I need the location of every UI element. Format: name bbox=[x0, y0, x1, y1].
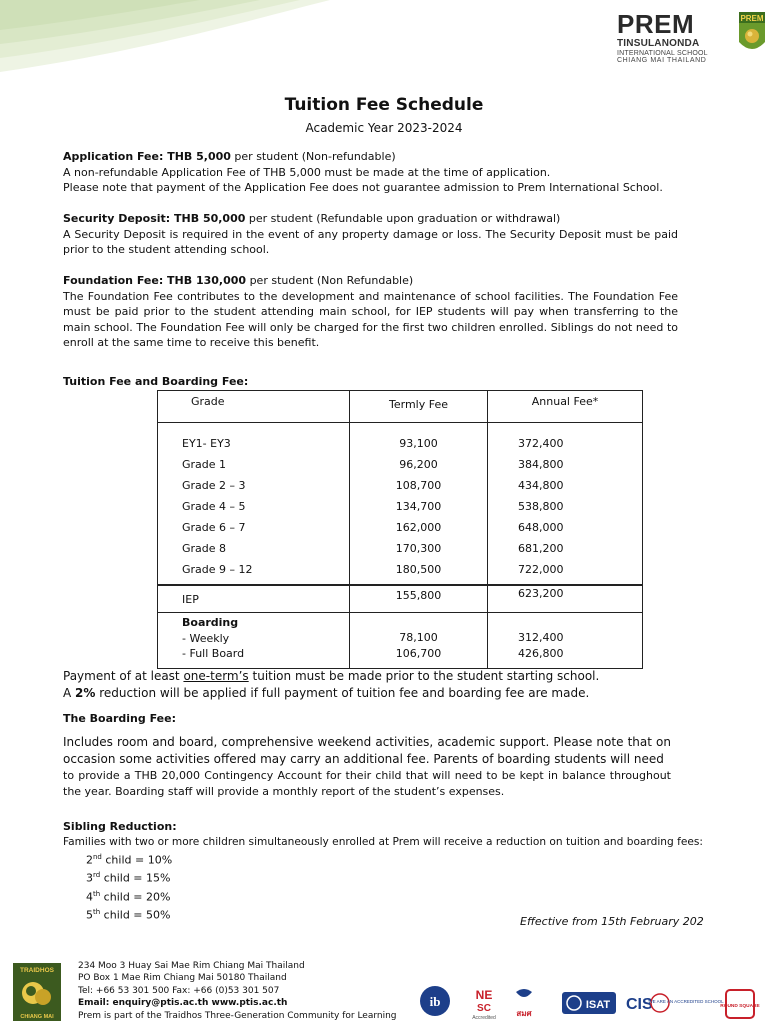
payment-line1-underlined: one-term’s bbox=[183, 669, 249, 683]
svg-text:SC: SC bbox=[477, 1003, 491, 1014]
grade-cell: EY1- EY3 bbox=[182, 437, 231, 450]
sibling-reduction-intro: Families with two or more children simultaneously enrolled at Prem will receive a reduction on tuition and boarding fees: bbox=[63, 836, 703, 848]
termly-cell: 170,300 bbox=[395, 542, 442, 555]
sibling-ordinal-suffix: th bbox=[93, 907, 101, 916]
col-header-annual: Annual Fee* bbox=[488, 391, 643, 423]
footer-address1: 234 Moo 3 Huay Sai Mae Rim Chiang Mai Thailand bbox=[78, 961, 305, 971]
foundation-fee-body: The Foundation Fee contributes to the development and maintenance of school facilities. The Foundation Fee must be paid prior to the student attending main school, for IEP students will pay when transferring to the main school. The Foundation Fee will only be charged for the first two children enrolled. Siblings do not need to enroll at the same time to receive this benefit. bbox=[63, 289, 678, 350]
table-row-iep bbox=[158, 585, 643, 613]
grade-cell: Grade 1 bbox=[182, 458, 227, 471]
sibling-child-number: 4 bbox=[86, 890, 93, 904]
footer-note: Prem is part of the Traidhos Three-Generation Community for Learning bbox=[78, 1010, 397, 1021]
footer-email[interactable]: Email: enquiry@ptis.ac.th www.ptis.ac.th bbox=[78, 998, 288, 1009]
foundation-fee-section bbox=[63, 273, 678, 351]
sibling-child-number: 2 bbox=[86, 853, 93, 867]
sibling-reduction-item bbox=[86, 905, 286, 923]
security-deposit-body: A Security Deposit is required in the event of any property damage or loss. The Security Deposit must be paid prior to the student attending school. bbox=[63, 227, 678, 257]
boarding-fee-text-small: to provide a THB 20,000 Contingency Account for their child that will need to be kept in balance throughout the year. Boarding staff will provide a monthly report of the student’s expenses. bbox=[63, 769, 671, 798]
cis-sub-caption: WE ARE AN ACCREDITED SCHOOL bbox=[648, 999, 724, 1004]
sibling-reduction-item bbox=[86, 887, 286, 905]
payment-line1-post: tuition must be made prior to the student starting school. bbox=[248, 669, 600, 683]
isat-caption: ISAT bbox=[585, 999, 611, 1011]
grade-cell: Grade 9 – 12 bbox=[182, 563, 253, 576]
annual-cell: 722,000 bbox=[518, 563, 564, 576]
sibling-reduction-text: child = 10% bbox=[101, 853, 173, 867]
iep-annual: 623,200 bbox=[488, 585, 643, 613]
boarding-fee-body bbox=[63, 734, 671, 799]
tuition-fee-table bbox=[157, 390, 643, 669]
ib-badge-icon bbox=[420, 986, 450, 1016]
sibling-reduction-heading: Sibling Reduction: bbox=[63, 820, 177, 833]
payment-line2-pre: A bbox=[63, 686, 76, 700]
grade-cell: Grade 6 – 7 bbox=[182, 521, 246, 534]
annual-column bbox=[488, 423, 643, 586]
footer-phone: Tel: +66 53 301 500 Fax: +66 (0)53 301 507 bbox=[78, 985, 280, 996]
iep-termly: 155,800 bbox=[350, 585, 488, 613]
svg-text:ib: ib bbox=[429, 994, 441, 1009]
cis-caption: CIS bbox=[626, 996, 653, 1013]
application-fee-section bbox=[63, 149, 678, 196]
sibling-reduction-text: child = 50% bbox=[100, 908, 171, 922]
grade-column bbox=[158, 423, 350, 586]
termly-cell: 162,000 bbox=[395, 521, 442, 534]
sibling-child-number: 5 bbox=[86, 908, 93, 922]
payment-line1-pre: Payment of at least bbox=[63, 669, 184, 683]
application-fee-label: Application Fee: THB 5,000 bbox=[63, 150, 231, 163]
logo-location-line: CHIANG MAI THAILAND bbox=[617, 57, 707, 64]
traidhos-place: CHIANG MAI bbox=[20, 1014, 54, 1020]
application-fee-line2: Please note that payment of the Application Fee does not guarantee admission to Prem International School. bbox=[63, 181, 663, 195]
col-header-termly: Termly Fee bbox=[350, 391, 488, 423]
page-title: Tuition Fee Schedule bbox=[284, 95, 484, 115]
annual-cell: 434,800 bbox=[518, 479, 564, 492]
grade-cell: Grade 8 bbox=[182, 542, 227, 555]
neasc-badge-icon bbox=[472, 988, 496, 1020]
table-row-grades bbox=[158, 423, 643, 586]
boarding-fee-text-large: Includes room and board, comprehensive weekend activities, academic support. Please note that on occasion some activities offered may carry an additional fee. Parents of boarding students will need bbox=[63, 735, 671, 766]
termly-cell: 108,700 bbox=[395, 479, 442, 492]
sibling-reduction-text: child = 15% bbox=[100, 871, 171, 885]
sibling-child-number: 3 bbox=[86, 871, 93, 885]
boarding-label: Boarding bbox=[182, 616, 239, 629]
logo-school-line: INTERNATIONAL SCHOOL bbox=[617, 50, 708, 57]
page-subtitle: Academic Year 2023-2024 bbox=[305, 121, 463, 135]
logo-name-line: TINSULANONDA bbox=[617, 38, 700, 49]
annual-cell: 538,800 bbox=[518, 500, 564, 513]
boarding-weekly-termly: 78,100 bbox=[399, 631, 438, 644]
boarding-full-termly: 106,700 bbox=[395, 646, 442, 660]
footer-address2: PO Box 1 Mae Rim Chiang Mai 50180 Thailand bbox=[78, 973, 287, 984]
sibling-ordinal-suffix: rd bbox=[93, 871, 101, 880]
round-square-badge-icon bbox=[720, 990, 760, 1018]
sibling-ordinal-suffix: nd bbox=[93, 853, 102, 861]
termly-cell: 180,500 bbox=[395, 563, 442, 576]
termly-cell: 93,100 bbox=[399, 437, 438, 450]
annual-cell: 372,400 bbox=[518, 437, 564, 450]
boarding-weekly-annual: 312,400 bbox=[518, 631, 564, 644]
footer-contact bbox=[78, 960, 397, 1022]
termly-column bbox=[350, 423, 488, 586]
accreditation-badges bbox=[414, 984, 764, 1020]
logo-wordmark: PREM bbox=[617, 9, 695, 39]
isat-badge-icon bbox=[562, 992, 616, 1014]
payment-line2-post: reduction will be applied if full payment of tuition fee and boarding fee are made. bbox=[95, 686, 590, 700]
application-fee-line1: A non-refundable Application Fee of THB 5,000 must be made at the time of application. bbox=[63, 165, 551, 179]
annual-cell: 648,000 bbox=[518, 521, 564, 534]
sibling-reduction-item bbox=[86, 850, 286, 868]
annual-cell: 384,800 bbox=[518, 458, 564, 471]
sibling-reduction-list bbox=[86, 850, 286, 923]
sibling-reduction-text: child = 20% bbox=[100, 890, 171, 904]
col-header-grade: Grade bbox=[158, 391, 350, 423]
boarding-weekly-label: - Weekly bbox=[182, 631, 230, 645]
round-square-caption: ROUND SQUARE bbox=[720, 1004, 760, 1009]
effective-date: Effective from 15th February 202 bbox=[520, 915, 704, 928]
boarding-fee-heading: The Boarding Fee: bbox=[63, 712, 176, 725]
smart-caption: สมศ bbox=[516, 1009, 532, 1018]
foundation-fee-label: Foundation Fee: THB 130,000 bbox=[63, 274, 247, 287]
termly-cell: 134,700 bbox=[395, 500, 442, 513]
grade-cell: Grade 4 – 5 bbox=[182, 500, 246, 513]
boarding-full-annual: 426,800 bbox=[518, 646, 564, 660]
annual-cell: 681,200 bbox=[518, 542, 564, 555]
tuition-table-heading: Tuition Fee and Boarding Fee: bbox=[63, 375, 249, 388]
neasc-caption: Accredited bbox=[472, 1015, 496, 1020]
sibling-reduction-item bbox=[86, 868, 286, 886]
cis-badge-icon bbox=[626, 994, 724, 1013]
school-crest-icon bbox=[739, 12, 765, 56]
header-wave-decoration bbox=[0, 0, 330, 80]
payment-line2-percent: 2% bbox=[75, 686, 96, 700]
traidhos-label: TRAIDHOS bbox=[20, 967, 54, 974]
traidhos-logo bbox=[13, 963, 61, 1021]
table-row-boarding bbox=[158, 613, 643, 669]
boarding-full-label: - Full Board bbox=[182, 647, 245, 660]
foundation-fee-rest: per student (Non Refundable) bbox=[246, 274, 414, 287]
security-deposit-section bbox=[63, 211, 678, 258]
payment-notes bbox=[63, 668, 703, 702]
application-fee-rest: per student (Non-refundable) bbox=[230, 150, 396, 163]
crest-label: PREM bbox=[740, 14, 764, 23]
grade-cell: Grade 2 – 3 bbox=[182, 479, 246, 492]
security-deposit-rest: per student (Refundable upon graduation or withdrawal) bbox=[245, 212, 561, 225]
termly-cell: 96,200 bbox=[399, 458, 438, 471]
sibling-ordinal-suffix: th bbox=[93, 889, 101, 898]
security-deposit-label: Security Deposit: THB 50,000 bbox=[63, 212, 246, 225]
smart-badge-icon bbox=[516, 989, 533, 1018]
iep-label: IEP bbox=[158, 585, 350, 613]
svg-text:NE: NE bbox=[475, 988, 493, 1002]
